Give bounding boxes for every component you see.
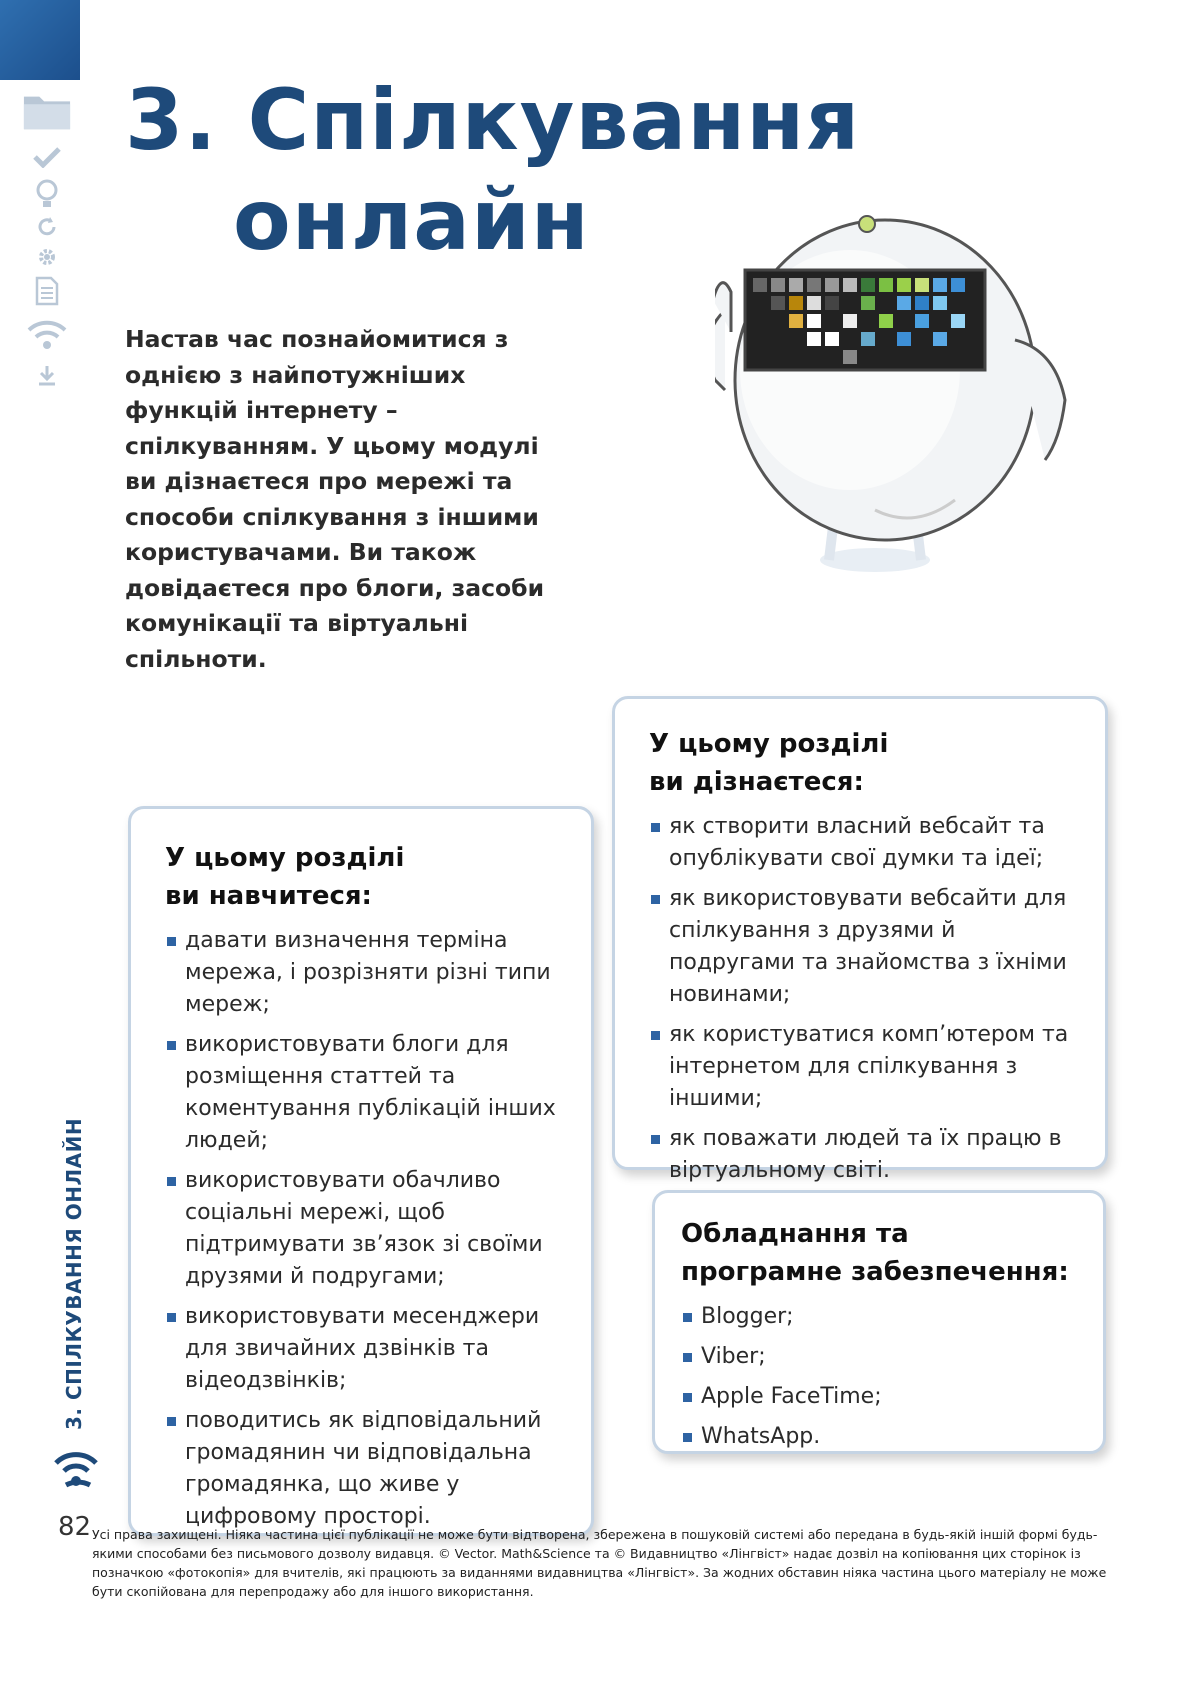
side-icon-column bbox=[22, 90, 82, 420]
know-box-heading bbox=[649, 725, 1085, 801]
side-section-label bbox=[62, 1110, 102, 1430]
learn-box bbox=[128, 806, 594, 1536]
know-box bbox=[612, 696, 1108, 1183]
equipment-box bbox=[652, 1190, 1106, 1454]
list-item: використовувати обачливо соціальні мережі, щоб підтримувати зв’язок зі своїми друзями й подругами; bbox=[165, 1165, 571, 1293]
equipment-list bbox=[681, 1301, 1083, 1453]
know-list bbox=[649, 811, 1085, 1187]
legal-notice: Усі права захищені. Ніяка частина цієї публікації не може бути відтворена, збережена в пошуковій системі або передана в будь-якій іншій формі будь-якими способами без письмового дозволу видавця. © Vector. Math&Science та © Видавництво «Лінгвіст» надає дозвіл на копіювання цих сторінок із позначкою «фотокопія» для вчителів, які працюють за виданнями видавництва «Лінгвіст». За жодних обставин ніяка частина цього матеріалу не може бути скопійована для перепродажу або для іншого використання. bbox=[92, 1527, 1107, 1599]
list-item: Viber; bbox=[681, 1341, 1083, 1373]
robot-illustration bbox=[715, 210, 1095, 600]
lightbulb-icon bbox=[22, 178, 72, 210]
learn-heading-line-2: ви навчитеся: bbox=[165, 881, 372, 911]
know-heading-line-2: ви дізнаєтеся: bbox=[649, 767, 864, 797]
corner-block bbox=[0, 0, 80, 80]
side-label-text: 3. СПІЛКУВАННЯ ОНЛАЙН bbox=[62, 1117, 86, 1430]
list-item: давати визначення терміна мережа, і розрізняти різні типи мереж; bbox=[165, 925, 571, 1021]
list-item: як створити власний вебсайт та опублікувати свої думки та ідеї; bbox=[649, 811, 1085, 875]
list-item: WhatsApp. bbox=[681, 1421, 1083, 1453]
wifi-icon bbox=[22, 318, 72, 350]
equipment-heading-line-1: Обладнання та bbox=[681, 1219, 909, 1249]
refresh-icon bbox=[22, 216, 72, 238]
list-item: поводитись як відповідальний громадянин чи відповідальна громадянка, що живе у цифровому просторі. bbox=[165, 1405, 571, 1533]
list-item: як користуватися комп’ютером та інтернетом для спілкування з іншими; bbox=[649, 1019, 1085, 1115]
learn-box-heading bbox=[165, 839, 571, 915]
list-item: використовувати блоги для розміщення статтей та коментування публікацій інших людей; bbox=[165, 1029, 571, 1157]
title-line-2: онлайн bbox=[233, 171, 590, 269]
folder-icon bbox=[22, 90, 72, 132]
know-heading-line-1: У цьому розділі bbox=[649, 729, 889, 759]
list-item: Apple FaceTime; bbox=[681, 1381, 1083, 1413]
checkmark-icon bbox=[22, 146, 72, 168]
title-line-1: 3. Спілкування bbox=[125, 71, 861, 169]
list-item: як поважати людей та їх працю в віртуальному світі. bbox=[649, 1123, 1085, 1187]
gear-icon bbox=[22, 246, 72, 268]
list-item: Blogger; bbox=[681, 1301, 1083, 1333]
list-item: використовувати месенджери для звичайних дзвінків та відеодзвінків; bbox=[165, 1301, 571, 1397]
list-item: як використовувати вебсайти для спілкування з друзями й подругами та знайомства з їхніми новинами; bbox=[649, 883, 1085, 1011]
equipment-heading-line-2: програмне забезпечення: bbox=[681, 1257, 1069, 1287]
equipment-box-heading bbox=[681, 1215, 1083, 1291]
download-icon bbox=[22, 364, 72, 388]
wifi-icon bbox=[52, 1445, 100, 1495]
learn-heading-line-1: У цьому розділі bbox=[165, 843, 405, 873]
document-icon bbox=[22, 276, 72, 306]
learn-list bbox=[165, 925, 571, 1533]
intro-paragraph: Настав час познайомитися з однією з найпотужніших функцій інтернету – спілкуванням. У цьому модулі ви дізнаєтеся про мережі та способи спілкування з іншими користувачами. Ви також довідаєтеся про блоги, засоби комунікації та віртуальні спільноти. bbox=[125, 325, 545, 673]
page-number: 82 bbox=[58, 1512, 92, 1542]
